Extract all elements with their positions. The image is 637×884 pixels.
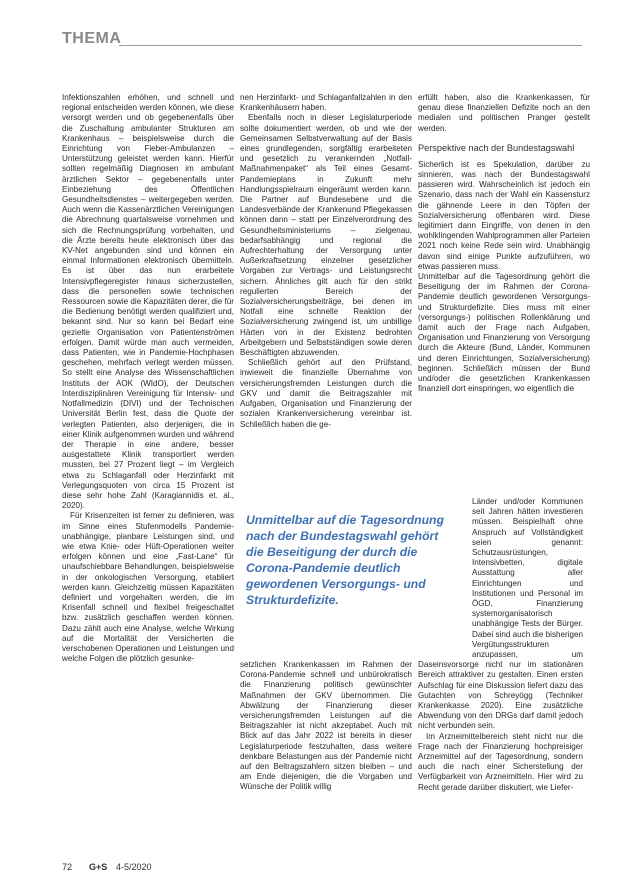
paragraph: Ebenfalls noch in dieser Legislaturperiode sollte dokumentiert werden, ob und wie der Gemeinsamen Selbstverwaltung auf der Basis eines grundlegenden, sorgfältig erarbeiteten und gesetzlich zu verankernden „Notfall-Maßnahmenpaket“ als Teil eines Gesamt-Pandemieplans in Zukunft mehr Handlungsspielraum eingeräumt werden kann. Die Partner auf Bundesebene und die Landesverbände der Krankenund Pflegekassen können dann – statt per Einzelverordnung des Gesundheitsministeriums – zielgenau, bedarfsabhängig und regional die Aufrechterhaltung der Versorgung unter Außerkraftsetzung einzelner gesetzlicher Vorgaben zur Vertrags- und Leistungsrecht sichern. Ähnliches gilt auch für den strikt regulierten Bereich der Sozialversicherungsbeiträge, bei denen im Notfall eine schnelle Reaktion der Sozialversicherung zwingend ist, um unbillige Härten von in der Existenz bedrohten Arbeitgebern und Selbstständigen sowie deren Beschäftigten abzuwenden. — [240, 113, 412, 358]
paragraph: Infektionszahlen erhöhen, und schnell und regional entscheiden werden können, wie diese versorgt werden und ob gegebenenfalls über die Zuschaltung ambulanter Strukturen am Krankenhaus – beispielsweise durch die Einrichtung von Fieber-Ambulanzen – Unterstützung geleistet werden kann. Hierfür sollten regelmäßig Diagnosen im ambulant ärztlichen Sektor – gegebenenfalls unter Einbeziehung des Öffentlichen Gesundheitsdienstes – weitergegeben werden. Auch wenn die Kassenärztlichen Vereinigungen die Abrechnung quartalsweise vornehmen und sich die Rechnungsprüfung vorbehalten, und die Ärzte bereits heute elektronisch über das KV-Net angebunden sind und können ein einmal Informationen elektronisch übermitteln. Es ist über das nun erarbeitete Intensivpflegeregister hinaus sicherzustellen, dass die personellen sowie technischen Ressourcen sowie die Kapazitäten derer, die für die Bedienung benötigt werden qualifiziert und, bekannt sind. Nur so kann bei Bedarf eine gezielte Organisation von Patientenströmen erfolgen. Damit würde man auch vermeiden, dass Patienten, wie in Pandemie-Hochphasen geschehen, mehrfach verlegt werden müssen. So stellt eine Analyse des Wissenschaftlichen Instituts der AOK (WIdO), der Deutschen Interdisziplinären Vereinigung für Intensiv- und Notfallmedizin (DIVI) und der Technischen Universität Berlin fest, dass die Quote der verlegten Patienten, also derjenigen, die in einer Klinik aufgenommen wurden und während der Therapie in eine andere, besser ausgestattete Klinik transportiert werden mussten, bei 27 Prozent liegt – im Vergleich etwa zu Schlaganfall oder Herzinfarkt mit Verlegungsquoten von circa 15 Prozent ist diese sehr hohe Zahl (Karagiannidis et. al., 2020). — [62, 93, 234, 511]
section-kicker: THEMA — [62, 30, 122, 47]
text-column-1 — [62, 93, 234, 850]
header-rule — [119, 45, 582, 46]
paragraph: erfüllt haben, also die Krankenkassen, für genau diese finanziellen Defizite noch an den medialen und politischen Pranger gestellt werden. — [418, 93, 590, 133]
wrapped-text — [418, 497, 583, 793]
page-footer — [62, 862, 362, 876]
paragraph: Schließlich gehört auf den Prüfstand, inwieweit die finanzielle Übernahme von versicherungsfremden Leistungen durch die GKV und damit die Beitragszahler mit Aufgaben, Organisation und Finanzierung der sozialen Krankenversicherung vereinbar ist. Schließlich haben die ge- — [240, 358, 412, 429]
paragraph: nen Herzinfarkt- und Schlaganfallzahlen in den Krankenhäusern haben. — [240, 93, 412, 113]
text-column-2-top — [240, 93, 412, 491]
paragraph: Im Arzneimittelbereich steht nicht nur die Frage nach der Finanzierung hochpreisiger Arzneimittel auf der Tagesordnung, sondern auch die nach einer Sicherstellung der Verfügbarkeit von Arzneimitteln. Hier wird zu Recht gerade darüber diskutiert, wie Liefer- — [418, 731, 583, 792]
subsection-body — [418, 160, 590, 395]
page-header — [62, 30, 582, 52]
paragraph: setzlichen Krankenkassen im Rahmen der Corona-Pandemie schnell und unbürokratisch die Finanzierung politisch gewünschter Maßnahmen der GKV übernommen. Die Abwälzung der Finanzierung dieser versicherungsfremden Leistungen auf die Beitragszahler ist nicht akzeptabel. Auch mit Blick auf das Jahr 2022 ist bereits in dieser Legislaturperiode festzuhalten, dass weitere denkbare Belastungen aus der Pandemie nicht auf den Beitragszahlern sitzen bleiben – und am Ende diejenigen, die die Vorgaben und Wünsche der Politik willig — [240, 660, 412, 792]
paragraph: Für Krisenzeiten ist ferner zu definieren, was im Sinne eines Stufenmodells Pandemie-unabhängige, planbare Leistungen sind, und wie etwa Knie- oder Hüft-Operationen weiter erfolgen können und eine „Fast-Lane“ für unaufschiebbare Behandlungen, beispielsweise in der onkologischen Versorgung, etabliert werden kann. Gleichzeitig müssen Kapazitäten definiert und vorgehalten werden, die im Krisenfall schnell und flexibel freigeschaltet bzw. zusätzlich geschaffen werden können. Dazu zählt auch eine Analyse, welche Wirkung auf die Mortalität der Versicherten die verschobenen Operationen und Leistungen und welche Folgen die plötzlich gesunke- — [62, 511, 234, 664]
paragraph: Unmittelbar auf die Tagesordnung gehört die Beseitigung der im Rahmen der Corona-Pandemie deutlich gewordenen Versorgungs- und Strukturdefizite. Dies muss mit einer (versorgungs-) politischen Rollenklärung und damit auch der Frage nach Aufgaben, Organisation und Finanzierung von Versorgung durch die Akteure (Bund, Länder, Kommunen und deren Einrichtungen, Sozialversicherung) beginnen. Schließlich müssen der Bund und/oder die gesetzlichen Krankenkassen finanziell dort einspringen, wo eigentlich die — [418, 272, 590, 394]
quote-wrap-space — [418, 497, 472, 657]
pull-quote: Unmittelbar auf die Tagesordnung nach der Bundestagswahl gehört die Beseitigung der durch die Corona-Pandemie deutlich gewordenen Versorgungs- und Strukturdefizite. — [246, 513, 444, 607]
magazine-logo: G+S — [89, 862, 108, 872]
issue-number: 4-5/2020 — [116, 862, 152, 872]
page-number: 72 — [62, 862, 73, 872]
paragraph: Sicherlich ist es Spekulation, darüber zu sinnieren, was nach der Bundestagswahl passieren wird. Wahrscheinlich ist jedoch ein Szenario, dass nach der Wahl ein Kassensturz die gähnende Leere in den Töpfen der Sozialversicherung offenbaren wird. Diese legitimiert dann Eingriffe, von denen in den wohlklingenden Wahlprogrammen aller Parteien 2021 noch keine Rede sein wird. Unabhängig davon sind einige Punkte aufzuführen, wo etwas passieren muss. — [418, 159, 590, 271]
paragraph: Länder und/oder Kommunen seit Jahren hätten investieren müssen. Beispielhaft ohne Anspruch auf Vollständigkeit seien genannt: Schutzausrüstungen, Intensivbetten, digitale Ausstattung aller Einrichtungen und Institutionen und Personal im ÖGD, Finanzierung systemorganisatorisch unabhängige Tests der Bürger. Dabei sind auch die bisherigen Vergütungsstrukturen anzupassen, um Daseinsvorsorge nicht nur im stationären Bereich attraktiver zu gestalten. Einen ersten Aufschlag für eine Diskussion liefert dazu das Gutachten von Schreyögg (Techniker Krankenkasse 2020). Eine zusätzliche Abwendung von den DRGs darf damit jedoch nicht verbunden sein. — [418, 497, 583, 731]
text-column-2-bottom — [240, 660, 412, 850]
subheading: Perspektive nach der Bundestagswahl — [418, 142, 575, 153]
text-column-3-bottom — [418, 497, 583, 850]
text-column-3-top — [418, 93, 590, 495]
